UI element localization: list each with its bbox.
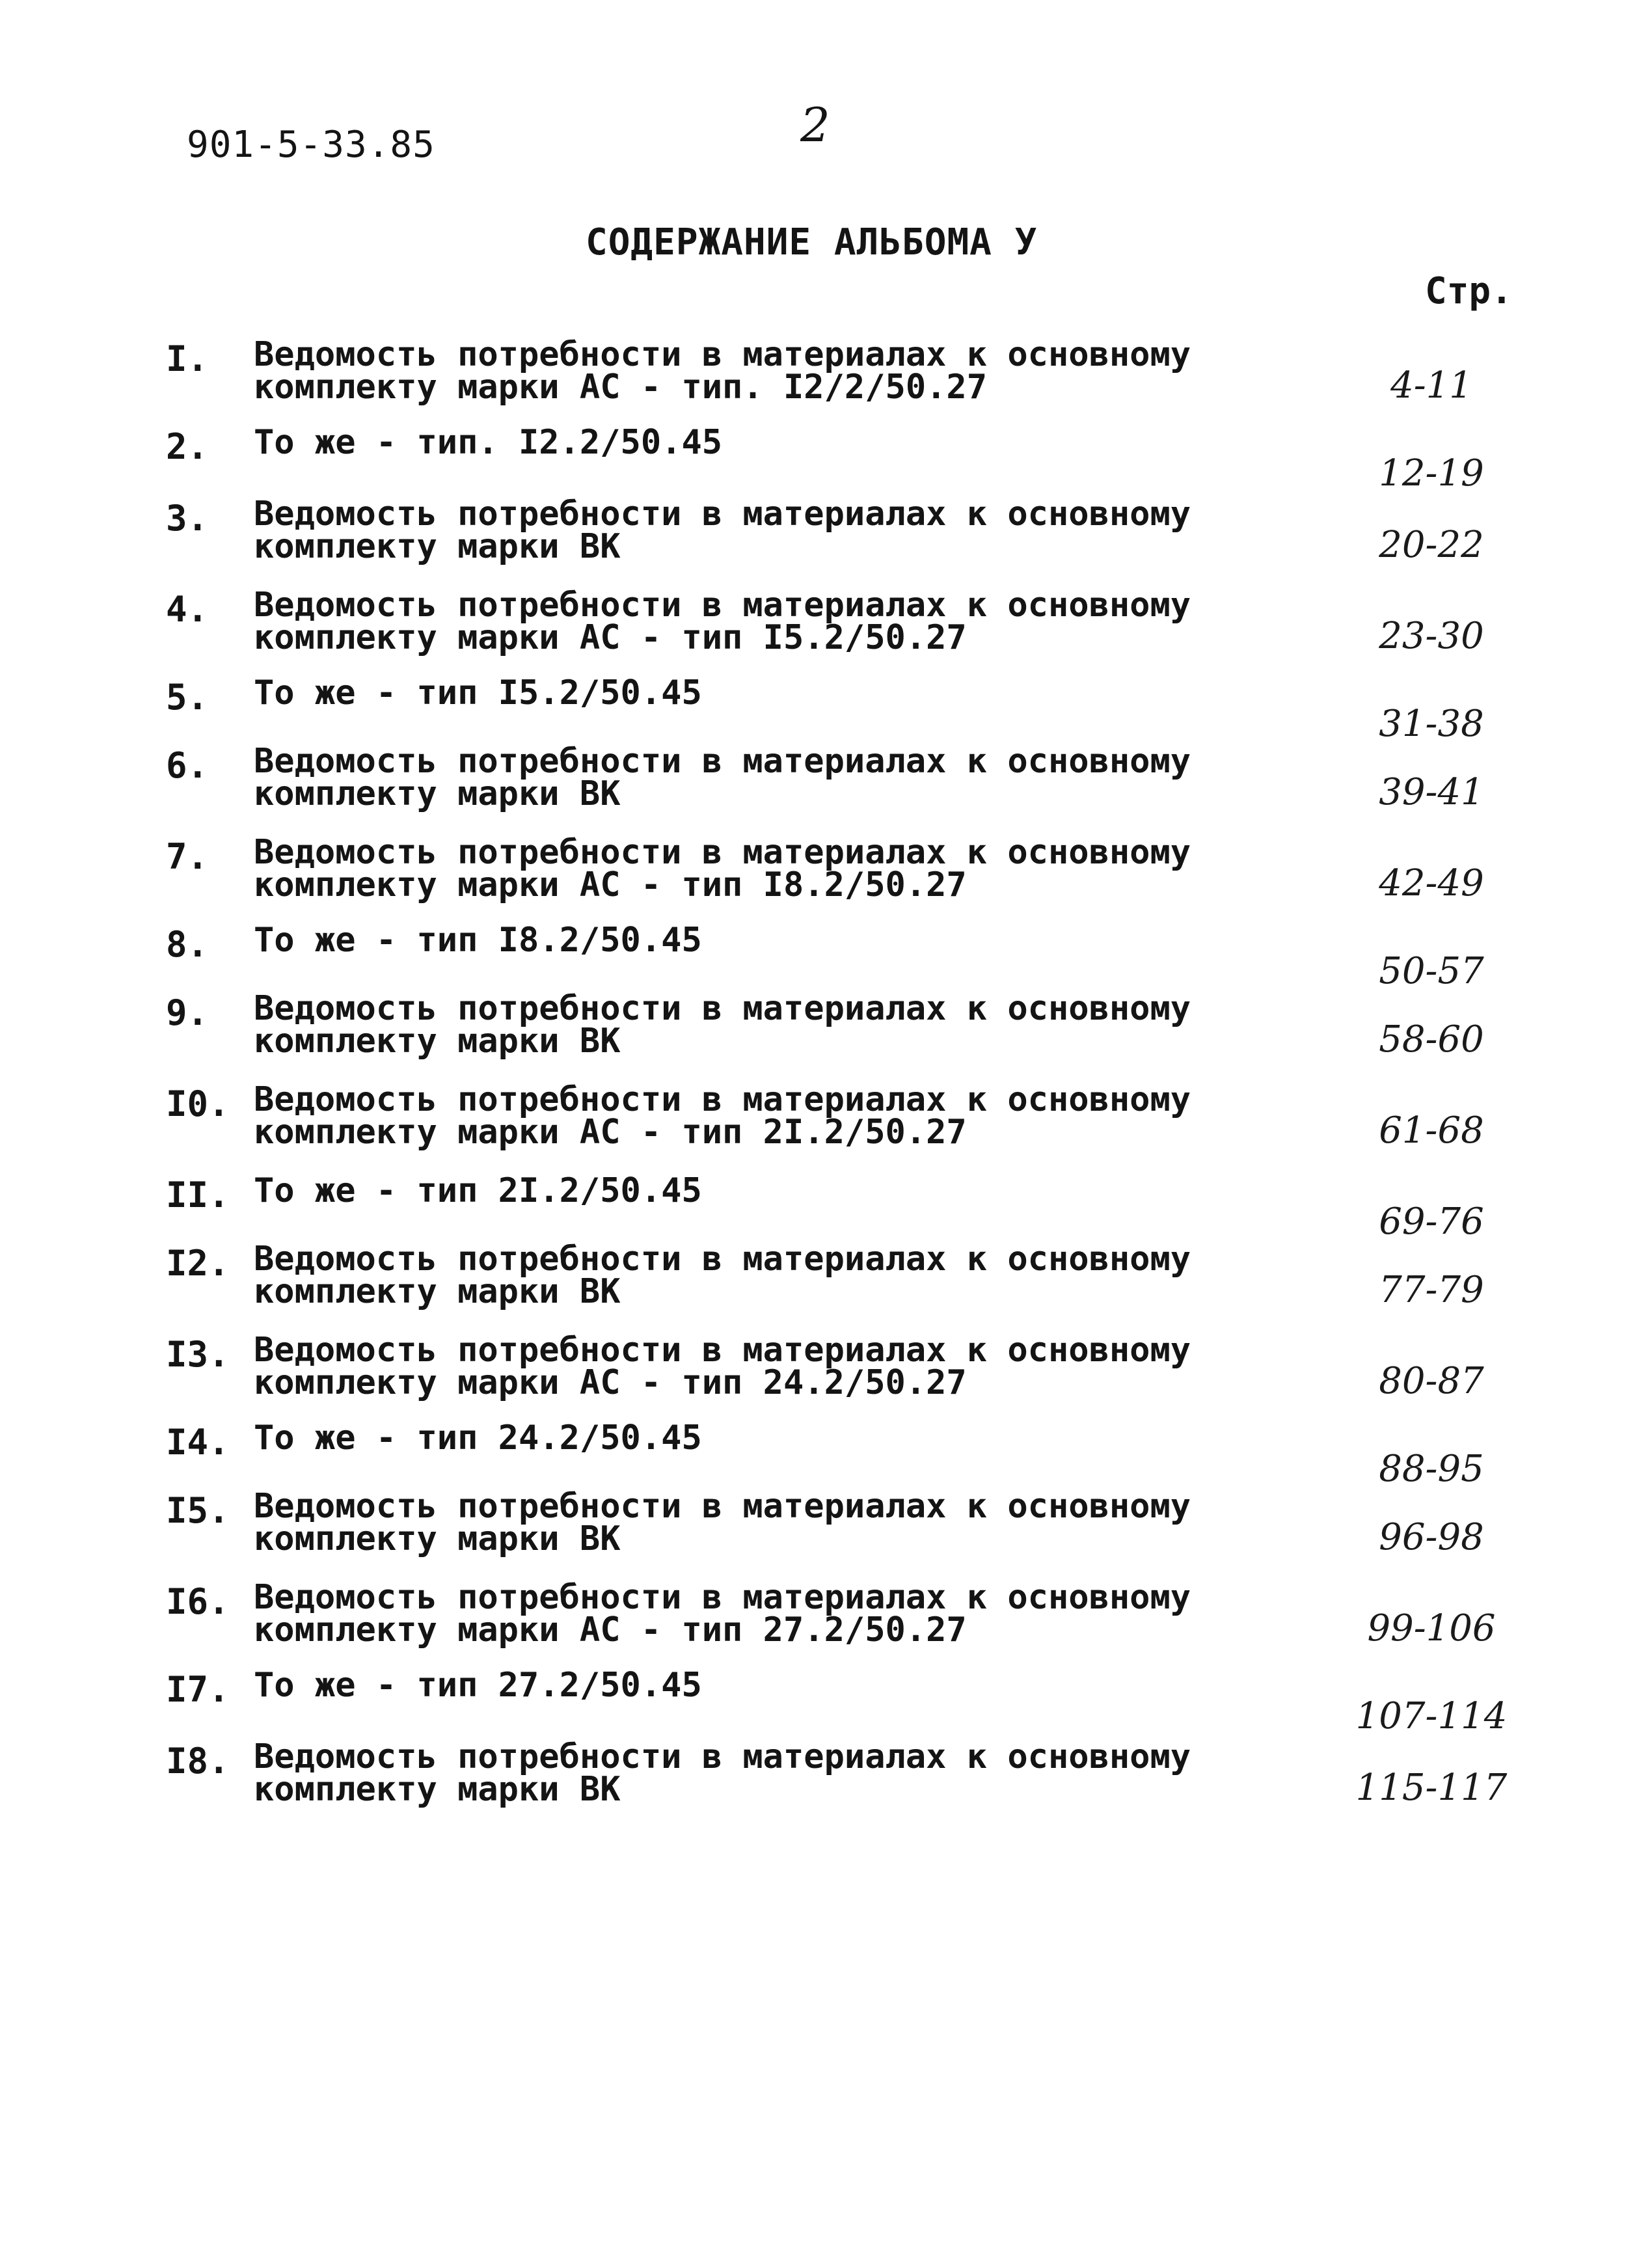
contents-entry — [0, 1331, 1652, 1412]
contents-entry — [0, 423, 1652, 504]
contents-entry — [0, 1578, 1652, 1659]
entry-title: Ведомость потребности в материалах к основному комплекту марки АС - тип I5.2/50.27 — [254, 586, 1191, 657]
entry-number: 4. — [166, 589, 209, 630]
entry-title: Ведомость потребности в материалах к основному комплекту марки ВК — [254, 1737, 1191, 1809]
entry-title: То же - тип I5.2/50.45 — [254, 673, 702, 713]
entry-pages: 80-87 — [1379, 1360, 1484, 1402]
entry-number: I7. — [166, 1669, 230, 1710]
entry-pages: 61-68 — [1379, 1109, 1484, 1152]
entry-title: То же - тип 24.2/50.45 — [254, 1419, 702, 1458]
contents-entry — [0, 833, 1652, 914]
entry-pages: 12-19 — [1379, 452, 1484, 495]
entry-title: Ведомость потребности в материалах к основному комплекту марки ВК — [254, 989, 1191, 1061]
pages-column-header: Стр. — [1425, 270, 1513, 312]
entry-pages: 115-117 — [1355, 1767, 1508, 1809]
page-title: СОДЕРЖАНИЕ АЛЬБОМА У — [586, 221, 1038, 264]
entry-number: 5. — [166, 677, 209, 718]
contents-entry — [0, 989, 1652, 1070]
entry-pages: 4-11 — [1390, 364, 1472, 407]
entry-pages: 88-95 — [1379, 1448, 1484, 1490]
entry-number: 3. — [166, 498, 209, 539]
entry-number: I5. — [166, 1490, 230, 1531]
entry-number: I0. — [166, 1083, 230, 1124]
entry-title: Ведомость потребности в материалах к основному комплекту марки АС - тип 2I.2/50.27 — [254, 1080, 1191, 1152]
entry-title: То же - тип. I2.2/50.45 — [254, 423, 723, 462]
entry-title: То же - тип 27.2/50.45 — [254, 1666, 702, 1705]
entry-pages: 107-114 — [1355, 1695, 1508, 1737]
contents-entry — [0, 1666, 1652, 1747]
contents-entry — [0, 586, 1652, 667]
entry-title: Ведомость потребности в материалах к основному комплекту марки ВК — [254, 495, 1191, 566]
entry-number: I3. — [166, 1334, 230, 1375]
entry-title: Ведомость потребности в материалах к основному комплекту марки АС - тип 24.2/50.27 — [254, 1331, 1191, 1402]
entry-pages: 58-60 — [1379, 1018, 1484, 1061]
contents-entry — [0, 1737, 1652, 1819]
contents-entry — [0, 1080, 1652, 1161]
entry-pages: 31-38 — [1379, 703, 1484, 745]
entry-title: Ведомость потребности в материалах к основному комплекту марки АС - тип I8.2/50.27 — [254, 833, 1191, 904]
document-code: 901-5-33.85 — [187, 124, 435, 166]
entry-title: То же - тип 2I.2/50.45 — [254, 1171, 702, 1210]
entry-number: 8. — [166, 924, 209, 965]
entry-number: I6. — [166, 1581, 230, 1622]
entry-title: Ведомость потребности в материалах к основному комплекту марки ВК — [254, 742, 1191, 813]
entry-pages: 99-106 — [1367, 1607, 1496, 1649]
contents-entry — [0, 1487, 1652, 1568]
entry-title: Ведомость потребности в материалах к основному комплекту марки АС - тип. I2/2/50.27 — [254, 335, 1191, 407]
entry-pages: 39-41 — [1379, 771, 1484, 813]
entry-title: Ведомость потребности в материалах к основному комплекту марки ВК — [254, 1487, 1191, 1558]
contents-entry — [0, 742, 1652, 823]
entry-number: I2. — [166, 1243, 230, 1284]
entry-pages: 96-98 — [1379, 1516, 1484, 1558]
entry-pages: 50-57 — [1379, 950, 1484, 992]
entry-pages: 77-79 — [1379, 1269, 1484, 1311]
entry-pages: 20-22 — [1379, 524, 1484, 566]
contents-entry — [0, 335, 1652, 416]
entry-title: Ведомость потребности в материалах к основному комплекту марки ВК — [254, 1240, 1191, 1311]
entry-number: 9. — [166, 992, 209, 1033]
entry-title: Ведомость потребности в материалах к основному комплекту марки АС - тип 27.2/50.27 — [254, 1578, 1191, 1649]
entry-pages: 69-76 — [1379, 1201, 1484, 1243]
entry-number: 2. — [166, 426, 209, 467]
page-number: 2 — [800, 98, 830, 152]
entry-number: II. — [166, 1174, 230, 1215]
entry-number: I8. — [166, 1741, 230, 1782]
entry-number: 6. — [166, 745, 209, 786]
entry-number: 7. — [166, 836, 209, 877]
contents-entry — [0, 495, 1652, 576]
entry-number: I. — [166, 338, 209, 379]
contents-entry — [0, 1240, 1652, 1321]
entry-pages: 23-30 — [1379, 615, 1484, 657]
entry-number: I4. — [166, 1422, 230, 1463]
entry-pages: 42-49 — [1379, 862, 1484, 904]
entry-title: То же - тип I8.2/50.45 — [254, 921, 702, 960]
